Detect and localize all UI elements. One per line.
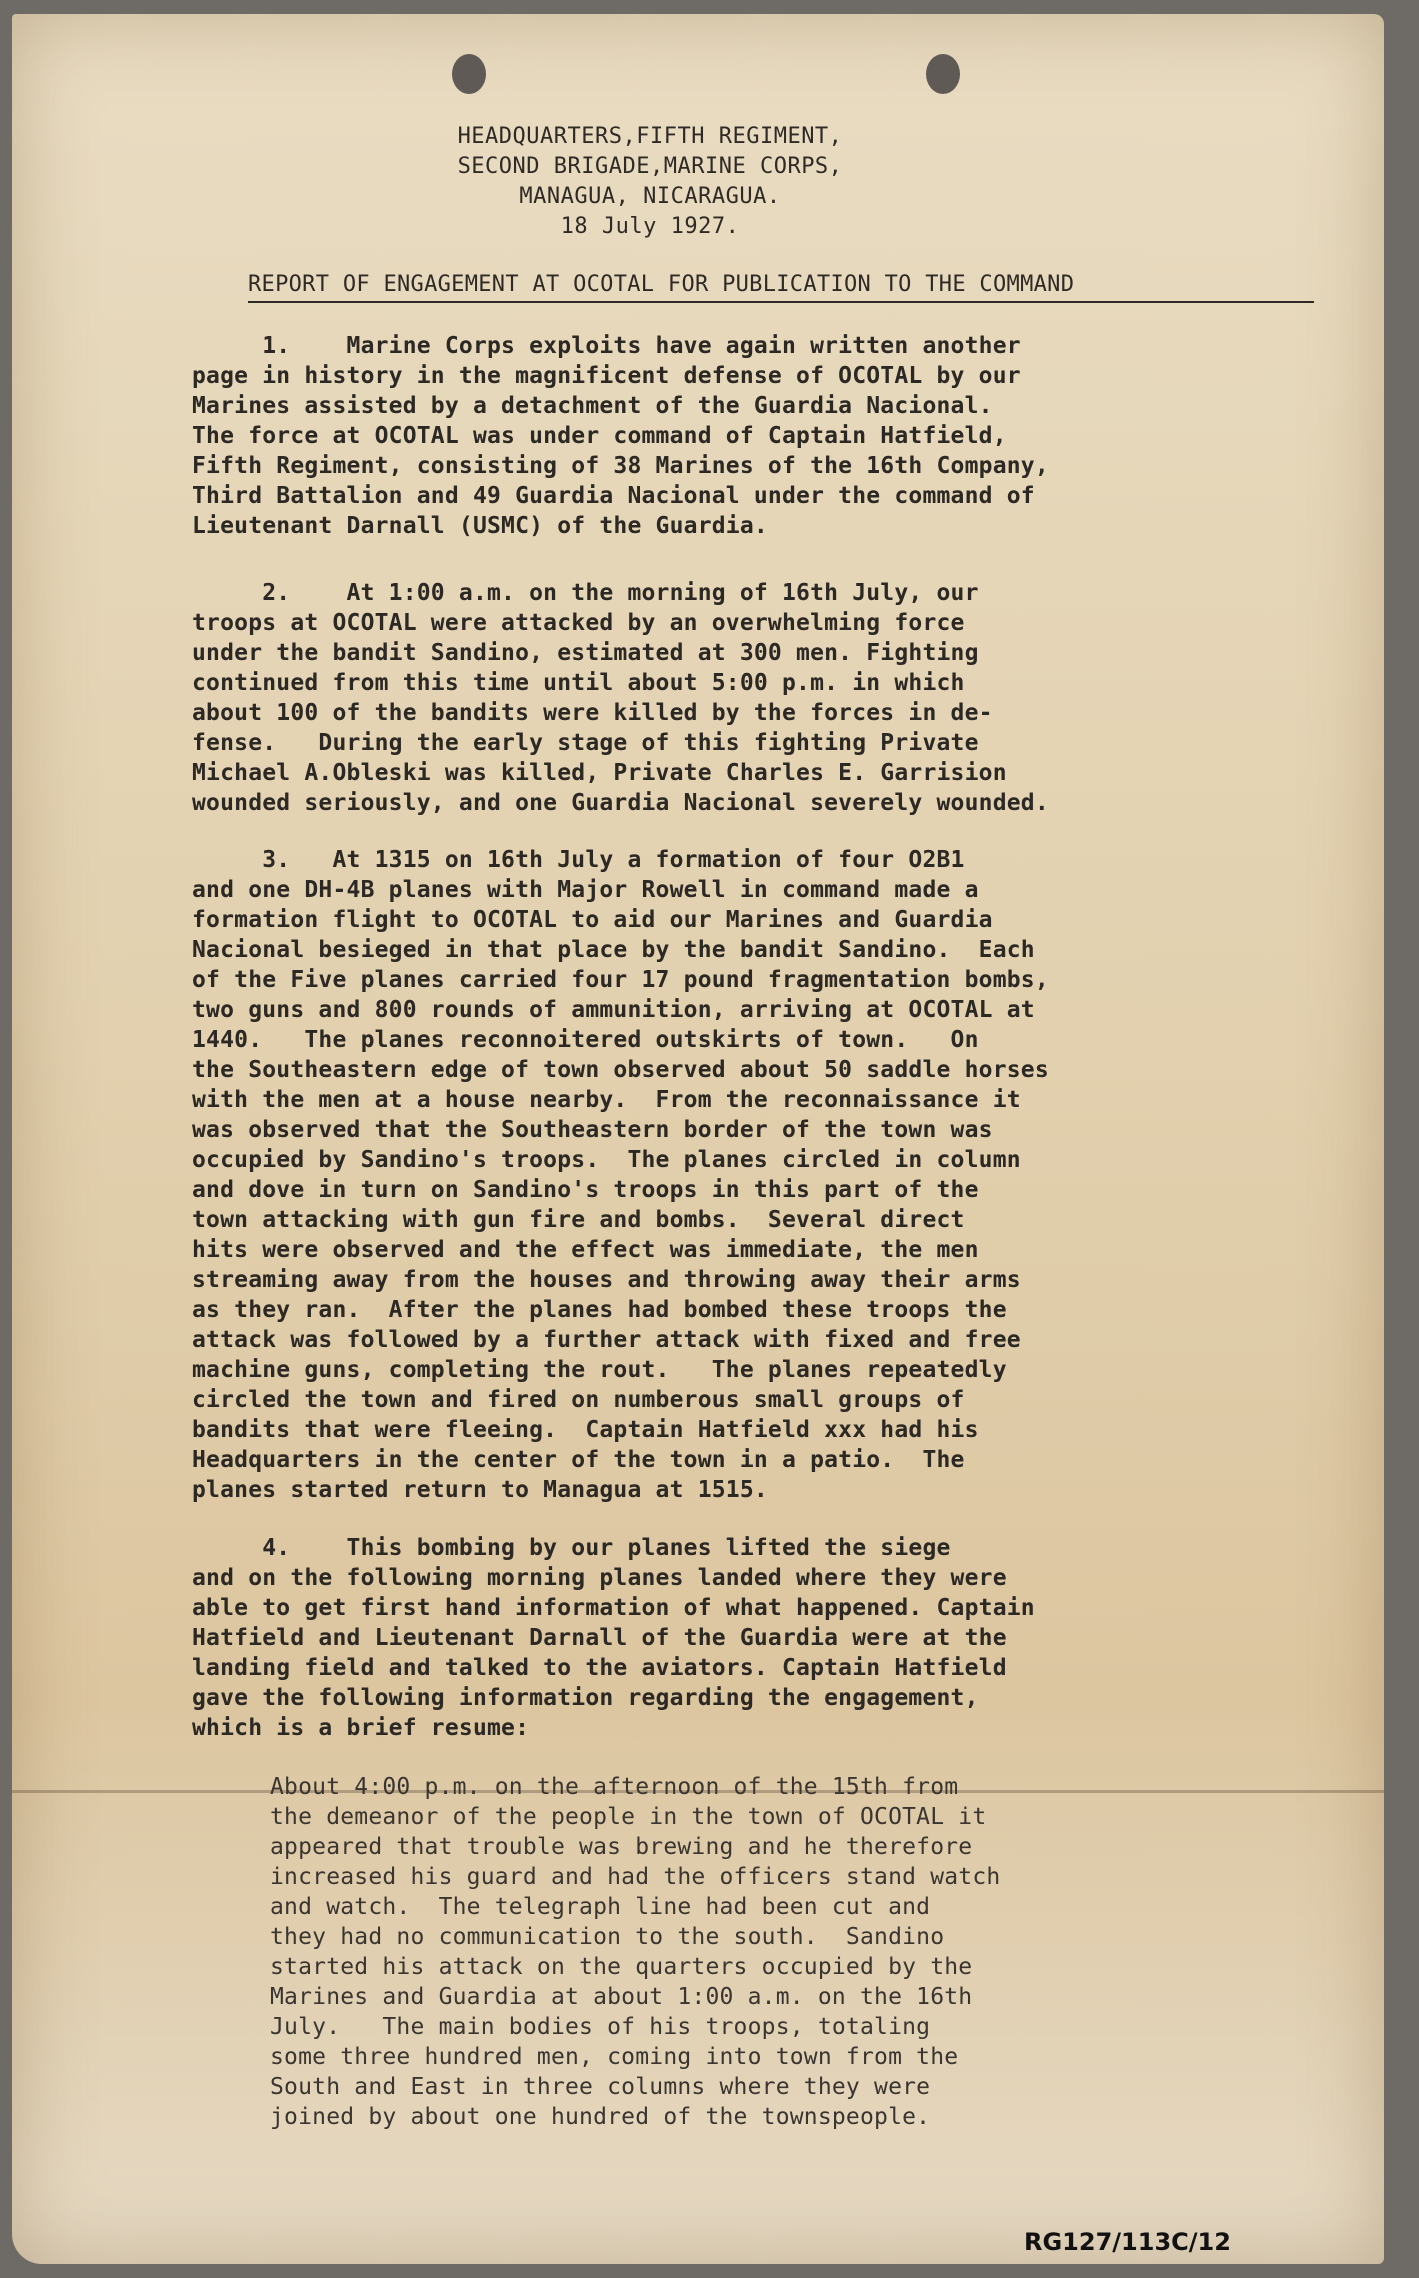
letterhead-line: HEADQUARTERS,FIFTH REGIMENT, [457,124,843,149]
text-line: which is a brief resume: [192,1715,530,1741]
text-line: 1440. The planes reconnoitered outskirts of town. On [192,1027,979,1053]
text-line: About 4:00 p.m. on the afternoon of the 15th from [270,1774,959,1800]
text-line: Hatfield and Lieutenant Darnall of the Guardia were at the [192,1625,1007,1651]
text-line: Headquarters in the center of the town in a patio. The [192,1447,965,1473]
letterhead-date: 18 July 1927. [560,214,740,239]
text-line: and on the following morning planes landed where they were [192,1565,1007,1591]
text-line: streaming away from the houses and throwing away their arms [192,1267,1021,1293]
text-line: Michael A.Obleski was killed, Private Charles E. Garrision [192,760,1007,786]
text-line: about 100 of the bandits were killed by the forces in de- [192,700,993,726]
letterhead-line: MANAGUA, NICARAGUA. [519,184,781,209]
text-line: Third Battalion and 49 Guardia Nacional under the command of [192,483,1035,509]
punch-hole [926,54,960,94]
text-line: and dove in turn on Sandino's troops in this part of the [192,1177,979,1203]
text-line: Nacional besieged in that place by the bandit Sandino. Each [192,937,1035,963]
text-line: two guns and 800 rounds of ammunition, arriving at OCOTAL at [192,997,1035,1023]
text-line: Marines and Guardia at about 1:00 a.m. on the 16th [270,1984,973,2010]
text-line: The force at OCOTAL was under command of Captain Hatfield, [192,423,1007,449]
text-line: troops at OCOTAL were attacked by an overwhelming force [192,610,965,636]
text-line: as they ran. After the planes had bombed these troops the [192,1297,1007,1323]
text-line: was observed that the Southeastern border of the town was [192,1117,993,1143]
text-line: landing field and talked to the aviators. Captain Hatfield [192,1655,1007,1681]
text-line: joined by about one hundred of the townspeople. [270,2104,931,2130]
text-line: 3. At 1315 on 16th July a formation of four O2B1 [192,847,965,873]
paragraph-resume [270,1772,1390,2132]
text-line: wounded seriously, and one Guardia Nacional severely wounded. [192,790,1049,816]
text-line: continued from this time until about 5:00 p.m. in which [192,670,965,696]
letterhead-line: SECOND BRIGADE,MARINE CORPS, [457,154,843,179]
text-line: planes started return to Managua at 1515. [192,1477,768,1503]
text-line: gave the following information regarding the engagement, [192,1685,979,1711]
text-line: machine guns, completing the rout. The planes repeatedly [192,1357,1007,1383]
text-line: page in history in the magnificent defense of OCOTAL by our [192,363,1021,389]
text-line: the demeanor of the people in the town of OCOTAL it [270,1804,987,1830]
text-line: bandits that were fleeing. Captain Hatfield xxx had his [192,1417,979,1443]
text-line: some three hundred men, coming into town from the [270,2044,959,2070]
text-line: appeared that trouble was brewing and he therefore [270,1834,973,1860]
paragraph-4 [192,1533,1312,1743]
text-line: under the bandit Sandino, estimated at 300 men. Fighting [192,640,979,666]
text-line: with the men at a house nearby. From the reconnaissance it [192,1087,1021,1113]
paragraph-2 [192,578,1312,818]
letterhead [300,122,1000,242]
text-line: circled the town and fired on numberous small groups of [192,1387,965,1413]
text-line: 4. This bombing by our planes lifted the siege [192,1535,951,1561]
text-line: the Southeastern edge of town observed about 50 saddle horses [192,1057,1049,1083]
paragraph-1 [192,331,1312,541]
text-line: attack was followed by a further attack with fixed and free [192,1327,1021,1353]
text-line: fense. During the early stage of this fighting Private [192,730,979,756]
text-line: and watch. The telegraph line had been cut and [270,1894,931,1920]
text-line: Lieutenant Darnall (USMC) of the Guardia. [192,513,768,539]
text-line: they had no communication to the south. Sandino [270,1924,945,1950]
text-line: and one DH-4B planes with Major Rowell in command made a [192,877,979,903]
text-line: increased his guard and had the officers stand watch [270,1864,1001,1890]
text-line: July. The main bodies of his troops, totaling [270,2014,931,2040]
text-line: Marines assisted by a detachment of the Guardia Nacional. [192,393,993,419]
punch-hole [452,54,486,94]
text-line: 1. Marine Corps exploits have again written another [192,333,1021,359]
report-title: REPORT OF ENGAGEMENT AT OCOTAL FOR PUBLICATION TO THE COMMAND [248,272,1314,303]
text-line: South and East in three columns where they were [270,2074,931,2100]
text-line: started his attack on the quarters occupied by the [270,1954,973,1980]
text-line: of the Five planes carried four 17 pound fragmentation bombs, [192,967,1049,993]
text-line: hits were observed and the effect was immediate, the men [192,1237,979,1263]
paragraph-3 [192,845,1312,1505]
text-line: Fifth Regiment, consisting of 38 Marines of the 16th Company, [192,453,1049,479]
text-line: formation flight to OCOTAL to aid our Marines and Guardia [192,907,993,933]
text-line: 2. At 1:00 a.m. on the morning of 16th July, our [192,580,979,606]
archive-label: RG127/113C/12 [1024,2228,1231,2256]
text-line: able to get first hand information of what happened. Captain [192,1595,1035,1621]
text-line: town attacking with gun fire and bombs. Several direct [192,1207,965,1233]
text-line: occupied by Sandino's troops. The planes circled in column [192,1147,1021,1173]
